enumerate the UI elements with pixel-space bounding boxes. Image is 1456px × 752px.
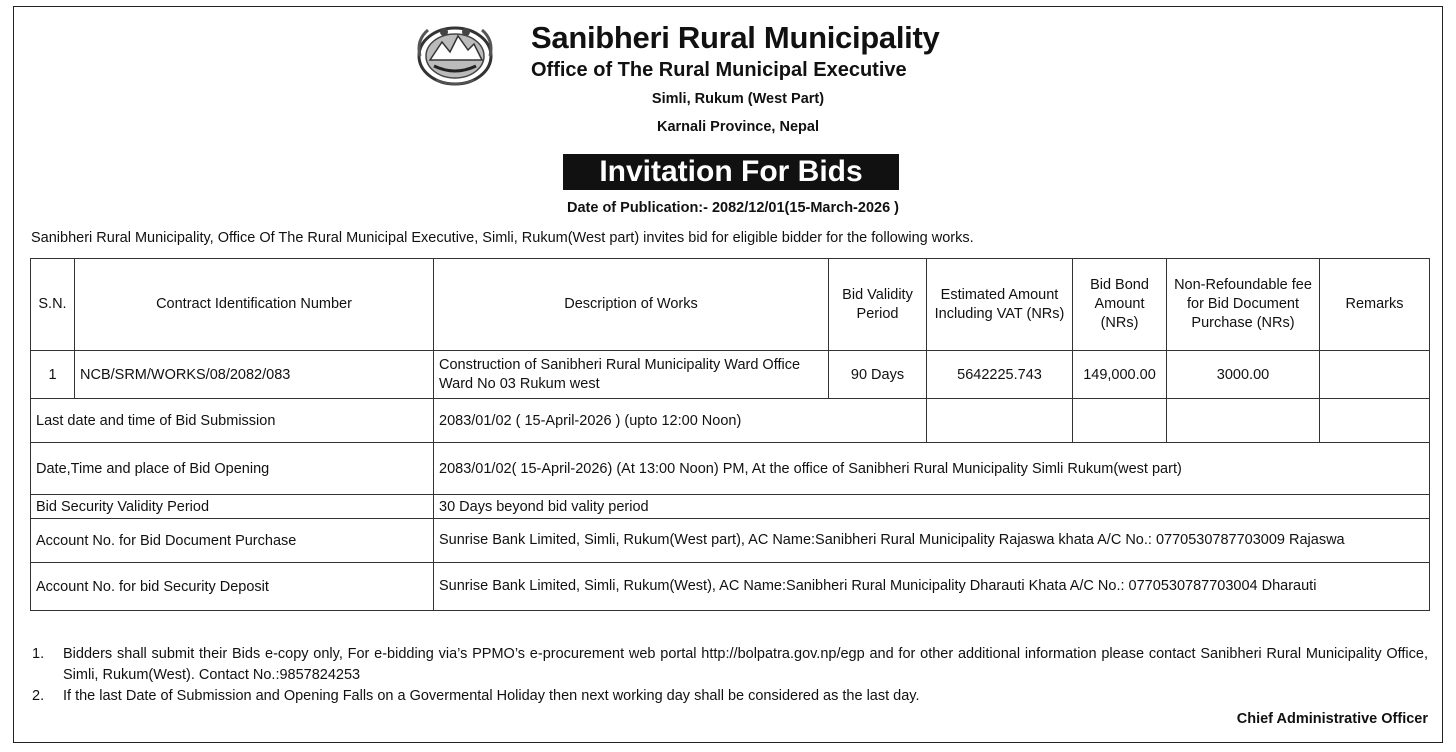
detail-value: Sunrise Bank Limited, Simli, Rukum(West), AC Name:Sanibheri Rural Municipality Dharauti Khata A/C No.: 0770530787703004 Dharauti [434,563,1430,611]
header-bid-bond: Bid Bond Amount (NRs) [1073,259,1167,351]
empty-cell [927,399,1073,443]
list-item [32,686,1428,707]
address-line-1: Simli, Rukum (West Part) [651,91,825,107]
detail-value: Sunrise Bank Limited, Simli, Rukum(West part), AC Name:Sanibheri Rural Municipality Rajaswa khata A/C No.: 0770530787703009 Rajaswa [434,519,1430,563]
cell-description: Construction of Sanibheri Rural Municipality Ward Office Ward No 03 Rukum west [434,351,829,399]
header-remarks: Remarks [1320,259,1430,351]
detail-label: Bid Security Validity Period [31,495,434,519]
cell-contract-id: NCB/SRM/WORKS/08/2082/083 [75,351,434,399]
cell-document-fee: 3000.00 [1167,351,1320,399]
notes-list [32,644,1428,707]
publication-date: Date of Publication:- 2082/12/01(15-March-2026 ) [566,200,899,216]
signoff: Chief Administrative Officer [1236,711,1428,727]
detail-row-security-validity [31,495,1430,519]
header-estimated-amount: Estimated Amount Including VAT (NRs) [927,259,1073,351]
notice-title: Invitation For Bids [563,154,899,190]
table-row [31,351,1430,399]
cell-bid-bond: 149,000.00 [1073,351,1167,399]
detail-row-opening [31,443,1430,495]
detail-row-submission [31,399,1430,443]
detail-label: Last date and time of Bid Submission [31,399,434,443]
intro-text: Sanibheri Rural Municipality, Office Of The Rural Municipal Executive, Simli, Rukum(West part) invites bid for eligible bidder for the following works. [31,230,974,246]
header-validity: Bid Validity Period [829,259,927,351]
government-emblem-icon [414,20,496,88]
header-document-fee: Non-Refoundable fee for Bid Document Purchase (NRs) [1167,259,1320,351]
detail-value: 2083/01/02 ( 15-April-2026 ) (upto 12:00 Noon) [434,399,927,443]
detail-label: Date,Time and place of Bid Opening [31,443,434,495]
cell-validity: 90 Days [829,351,927,399]
detail-value: 30 Days beyond bid vality period [434,495,1430,519]
note-text: Bidders shall submit their Bids e-copy only, For e-bidding via’s PPMO’s e-procurement web portal http://bolpatra.gov.np/egp and for other additional information please contact Sanibheri Rural Municipality Office, Simli, Rukum(West). Contact No.:9857824253 [63,646,1428,683]
header-description: Description of Works [434,259,829,351]
detail-row-security-account [31,563,1430,611]
office-name: Office of The Rural Municipal Executive [531,59,907,81]
cell-remarks [1320,351,1430,399]
org-name: Sanibheri Rural Municipality [531,20,940,55]
note-text: If the last Date of Submission and Opening Falls on a Govermental Holiday then next working day shall be considered as the last day. [63,688,920,704]
note-number: 1. [32,646,45,662]
detail-label: Account No. for bid Security Deposit [31,563,434,611]
empty-cell [1073,399,1167,443]
detail-value: 2083/01/02( 15-April-2026) (At 13:00 Noon) PM, At the office of Sanibheri Rural Municipality Simli Rukum(west part) [434,443,1430,495]
empty-cell [1320,399,1430,443]
cell-sn: 1 [31,351,75,399]
list-item [32,644,1428,686]
bid-table [30,258,1430,611]
header-contract-id: Contract Identification Number [75,259,434,351]
note-number: 2. [32,688,45,704]
cell-estimated-amount: 5642225.743 [927,351,1073,399]
empty-cell [1167,399,1320,443]
detail-label: Account No. for Bid Document Purchase [31,519,434,563]
address-line-2: Karnali Province, Nepal [657,119,819,135]
detail-row-document-account [31,519,1430,563]
header-sn: S.N. [31,259,75,351]
table-header-row [31,259,1430,351]
